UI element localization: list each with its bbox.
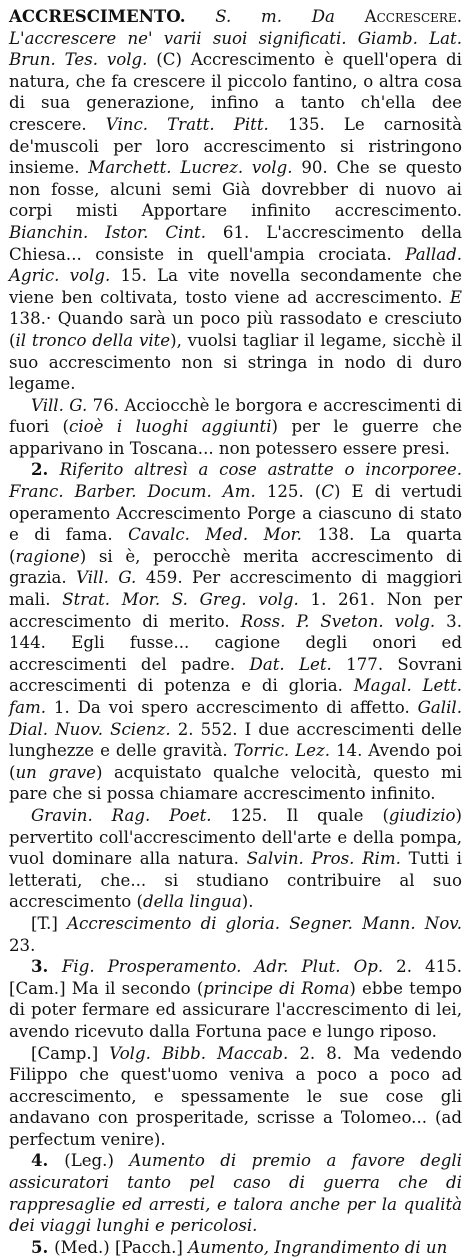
text-run: 138. La quarta ( bbox=[9, 525, 462, 566]
text-run: Volg. Bibb. Maccab. bbox=[109, 1043, 289, 1063]
paragraph-campi-citation bbox=[9, 1043, 462, 1151]
text-run: Salvin. Pros. Rim. bbox=[246, 849, 401, 869]
text-run: 3. bbox=[31, 956, 62, 977]
text-run: ragione bbox=[15, 546, 80, 566]
text-run: [Camp.] bbox=[31, 1043, 110, 1063]
paragraph-sense-2 bbox=[9, 459, 462, 805]
paragraph-sense-3 bbox=[9, 956, 462, 1042]
text-run: 138.· Quando sarà un poco più rassodato e cresciuto ( bbox=[9, 309, 462, 350]
text-run: Magal. Lett. fam. bbox=[9, 676, 462, 717]
text-run: ACCRESCIMENTO. bbox=[9, 6, 186, 26]
text-run: 2. 415. [Cam.] Ma il secondo ( bbox=[9, 957, 462, 998]
text-run: Strat. Mor. S. Greg. volg. bbox=[62, 590, 299, 610]
text-run: ) ebbe tempo di poter fermare ed assicurare l'accrescimento di lei, avendo ricevuto dalla Fortuna pace e lungo riposo. bbox=[9, 978, 462, 1041]
paragraph-sense-5 bbox=[9, 1237, 462, 1258]
text-run: E bbox=[449, 287, 462, 307]
text-run: Ross. P. Sveton. volg. bbox=[240, 611, 436, 631]
text-run: 177. Sovrani accrescimenti di potenza e di gloria. bbox=[9, 654, 462, 696]
text-run: ) pervertito coll'accrescimento dell'arte e della pompa, vuol dominare alla natura. bbox=[9, 805, 462, 869]
text-run: . bbox=[456, 7, 462, 26]
text-run: 2. bbox=[31, 459, 60, 480]
text-run: S. m. Da bbox=[185, 7, 365, 26]
entry-accrescimento bbox=[9, 6, 462, 1258]
paragraph-sense-4 bbox=[9, 1150, 462, 1236]
text-run: Dat. Let. bbox=[249, 654, 332, 674]
text-run: Galil. Dial. Nuov. Scienz. bbox=[9, 698, 462, 739]
text-run: ) per le guerre che apparivano in Toscana... non potessero essere presi. bbox=[9, 417, 463, 458]
text-run: Aumento, Ingrandimento di un bbox=[188, 1237, 448, 1257]
text-run: 125. Il quale ( bbox=[211, 805, 389, 825]
text-run: 1. 261. Non per accrescimento di merito. bbox=[9, 590, 463, 631]
text-run: C bbox=[321, 482, 334, 502]
text-run: 459. Per accrescimento di maggiori mali. bbox=[9, 568, 462, 610]
text-run: 125. ( bbox=[255, 482, 322, 502]
text-run: Fig. Prosperamento. Adr. Plut. Op. bbox=[61, 957, 384, 977]
text-run: il tronco della vite bbox=[15, 330, 171, 350]
text-run: ) si è, perocchè merita accrescimento di grazia. bbox=[9, 546, 462, 588]
text-run: 15. La vite novella secondamente che viene ben coltivata, tosto viene ad accrescimento. bbox=[9, 266, 462, 307]
text-run: giudizio bbox=[388, 805, 456, 825]
text-run: (Med.) [Pacch.] bbox=[54, 1237, 189, 1257]
text-run: principe di Roma bbox=[203, 978, 350, 998]
text-run: un grave bbox=[15, 762, 96, 782]
text-run: Marchett. Lucrez. volg. bbox=[88, 158, 293, 178]
text-run: Accrescimento di gloria. Segner. Mann. Nov. bbox=[67, 913, 462, 933]
text-run: Gravin. Rag. Poet. bbox=[31, 805, 212, 825]
text-run: Tutti i letterati, che... si studiano contribuire al suo accrescimento ( bbox=[9, 849, 462, 912]
text-run: 23. bbox=[9, 935, 36, 955]
text-run: 61. L'accrescimento della Chiesa... consiste in quell'ampia crociata. bbox=[9, 222, 462, 264]
text-run: 135. Le carnosità de'muscoli per loro accrescimento si ristringono insieme. bbox=[9, 114, 462, 178]
text-run: 90. Che se questo non fosse, alcuni semi Già dovrebber di nuovo ai corpi misti Apportare infinito accrescimento. bbox=[9, 158, 462, 221]
text-run: Riferito altresì a cose astratte o incorporee. Franc. Barber. Docum. Am. bbox=[9, 460, 463, 502]
text-run: Accrescere bbox=[364, 7, 457, 26]
text-run: della lingua bbox=[143, 892, 242, 912]
paragraph-tommaseo-note bbox=[9, 913, 462, 956]
text-run: L'accrescere ne' varii suoi significati. Giamb. Lat. Brun. Tes. volg. bbox=[9, 28, 462, 70]
text-run: 3. 144. Egli fusse... cagione degli onori ed accrescimenti del padre. bbox=[9, 611, 462, 674]
text-run: 2. 8. Ma vedendo Filippo che quest'uomo veniva a poco a poco ad accrescimento, e spessamente le sue cose gli andavano con prosperitade, scrisse a Tolomeo... (ad perfectum venire). bbox=[9, 1043, 462, 1149]
text-run: 2. 552. I due accrescimenti delle lunghezze e delle gravità. bbox=[9, 719, 462, 761]
text-run: (Leg.) bbox=[64, 1151, 130, 1171]
paragraph-villani-citation bbox=[9, 395, 462, 460]
text-run: 5. bbox=[31, 1236, 55, 1257]
text-run: Vill. G. bbox=[31, 395, 88, 415]
text-run: Torric. Lez. bbox=[233, 741, 330, 761]
text-run: 14. Avendo poi ( bbox=[9, 741, 462, 782]
paragraph-definition-1 bbox=[9, 6, 462, 395]
text-run: Cavalc. Med. Mor. bbox=[128, 525, 302, 545]
text-run: ) E di vertudi operamento Accrescimento Porge a ciascuno di stato e di fama. bbox=[9, 482, 462, 545]
text-run: ) acquistato qualche velocità, questo mi pare che si possa chiamare accrescimento infinito. bbox=[9, 762, 462, 804]
text-run: ). bbox=[241, 892, 254, 912]
text-run: [T.] bbox=[31, 913, 68, 933]
text-run: Pallad. Agric. volg. bbox=[9, 244, 462, 286]
text-run: 4. bbox=[31, 1150, 65, 1171]
text-run: (C) Accrescimento è quell'opera di natura, che fa crescere il piccolo fantino, o altra cosa di sua generazione, infino a tanto ch'ella dee crescere. bbox=[9, 50, 462, 134]
text-run: 1. Da voi spero accrescimento di affetto. bbox=[46, 698, 418, 717]
text-run: Bianchin. Istor. Cint. bbox=[9, 222, 206, 242]
text-run: Aumento di premio a favore degli assicuratori tanto pel caso di guerra che di rappresaglie ed arresti, e talora anche per la qualità dei viaggi lunghi e pericolosi. bbox=[9, 1151, 462, 1236]
text-run: Vill. G. bbox=[76, 568, 137, 588]
paragraph-gravina-citation bbox=[9, 805, 462, 913]
text-run: cioè i luoghi aggiunti bbox=[69, 417, 272, 437]
text-run: ), vuolsi tagliar il legame, sicchè il suo accrescimento non si stringa in nodo di duro legame. bbox=[9, 330, 462, 394]
text-run: 76. Acciocchè le borgora e accrescimenti di fuori ( bbox=[9, 395, 462, 437]
text-run: Vinc. Tratt. Pitt. bbox=[105, 114, 269, 134]
